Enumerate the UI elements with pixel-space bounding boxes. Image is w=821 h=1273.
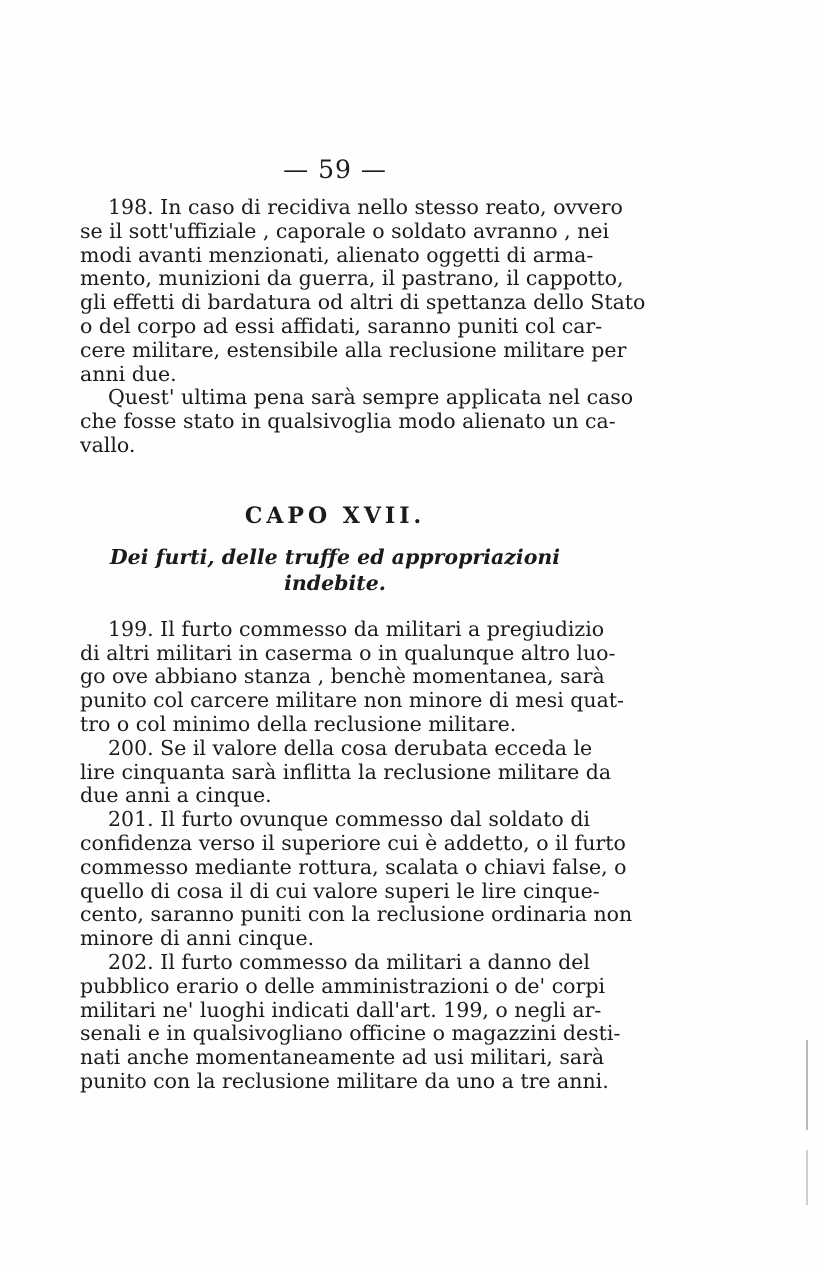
text-line: go ove abbiano stanza , benchè momentanea, sarà [80,664,605,689]
text-line: senali e in qualsivogliano officine o magazzini desti- [80,1021,621,1046]
text-line: 199. Il furto commesso da militari a pregiudizio [108,616,605,641]
text-line: 198. In caso di recidiva nello stesso reato, ovvero [108,195,623,219]
text-line: due anni a cinque. [80,783,272,808]
text-line: Quest' ultima pena sarà sempre applicata nel caso [108,385,634,410]
text-line: di altri militari in caserma o in qualunque altro luo- [80,640,616,665]
text-line: o del corpo ad essi affidati, saranno puniti col car- [80,313,603,338]
text-line: minore di anni cinque. [80,926,315,951]
text-line: 200. Se il valore della cosa derubata ecceda le [108,735,593,760]
text-line: cere militare, estensibile alla reclusione militare per [80,337,627,362]
text-line: vallo. [80,432,136,457]
text-line: punito con la reclusione militare da uno a tre anni. [80,1068,609,1093]
text-line: nati anche momentaneamente ad usi militari, sarà [80,1045,605,1070]
article-198-continued [80,385,634,457]
scan-artifact-mark [806,1150,808,1205]
text-line: che fosse stato in qualsivoglia modo alienato un ca- [80,409,616,434]
text-line: modi avanti menzionati, alienato oggetti di arma- [80,242,594,267]
text-line: confidenza verso il superiore cui è addetto, o il furto [80,830,626,855]
text-line: se il sott'uffiziale , caporale o soldato avranno , nei [80,218,610,243]
article-198 [80,195,646,386]
text-line: lire cinquanta sarà inflitta la reclusione militare da [80,759,612,784]
text-line: pubblico erario o delle amministrazioni o de' corpi [80,973,606,998]
page-body [80,195,646,1094]
text-line: militari ne' luoghi indicati dall'art. 199, o negli ar- [80,997,602,1022]
chapter-subtitle: Dei furti, delle truffe ed appropriazioni indebite. [109,544,561,595]
article-200 [80,735,612,808]
article-202 [80,949,621,1094]
page-number: — 59 — [283,155,387,184]
text-line: commesso mediante rottura, scalata o chiavi false, o [80,854,627,879]
text-line: gli effetti di bardatura od altri di spettanza dello Stato [80,290,646,315]
article-199 [80,616,624,737]
chapter-title: CAPO XVII. [244,502,426,529]
text-line: cento, saranno puniti con la reclusione ordinaria non [80,902,633,927]
article-201 [80,807,633,951]
text-line: tro o col minimo della reclusione militare. [80,711,517,736]
text-line: anni due. [80,361,177,386]
text-line: mento, munizioni da guerra, il pastrano, il cappotto, [80,266,624,291]
text-line: quello di cosa il di cui valore superi le lire cinque- [80,878,600,903]
text-line: 202. Il furto commesso da militari a danno del [108,949,590,974]
text-line: punito col carcere militare non minore di mesi quat- [80,688,624,713]
text-line: 201. Il furto ovunque commesso dal soldato di [108,807,590,832]
scan-artifact-mark [806,1040,808,1130]
